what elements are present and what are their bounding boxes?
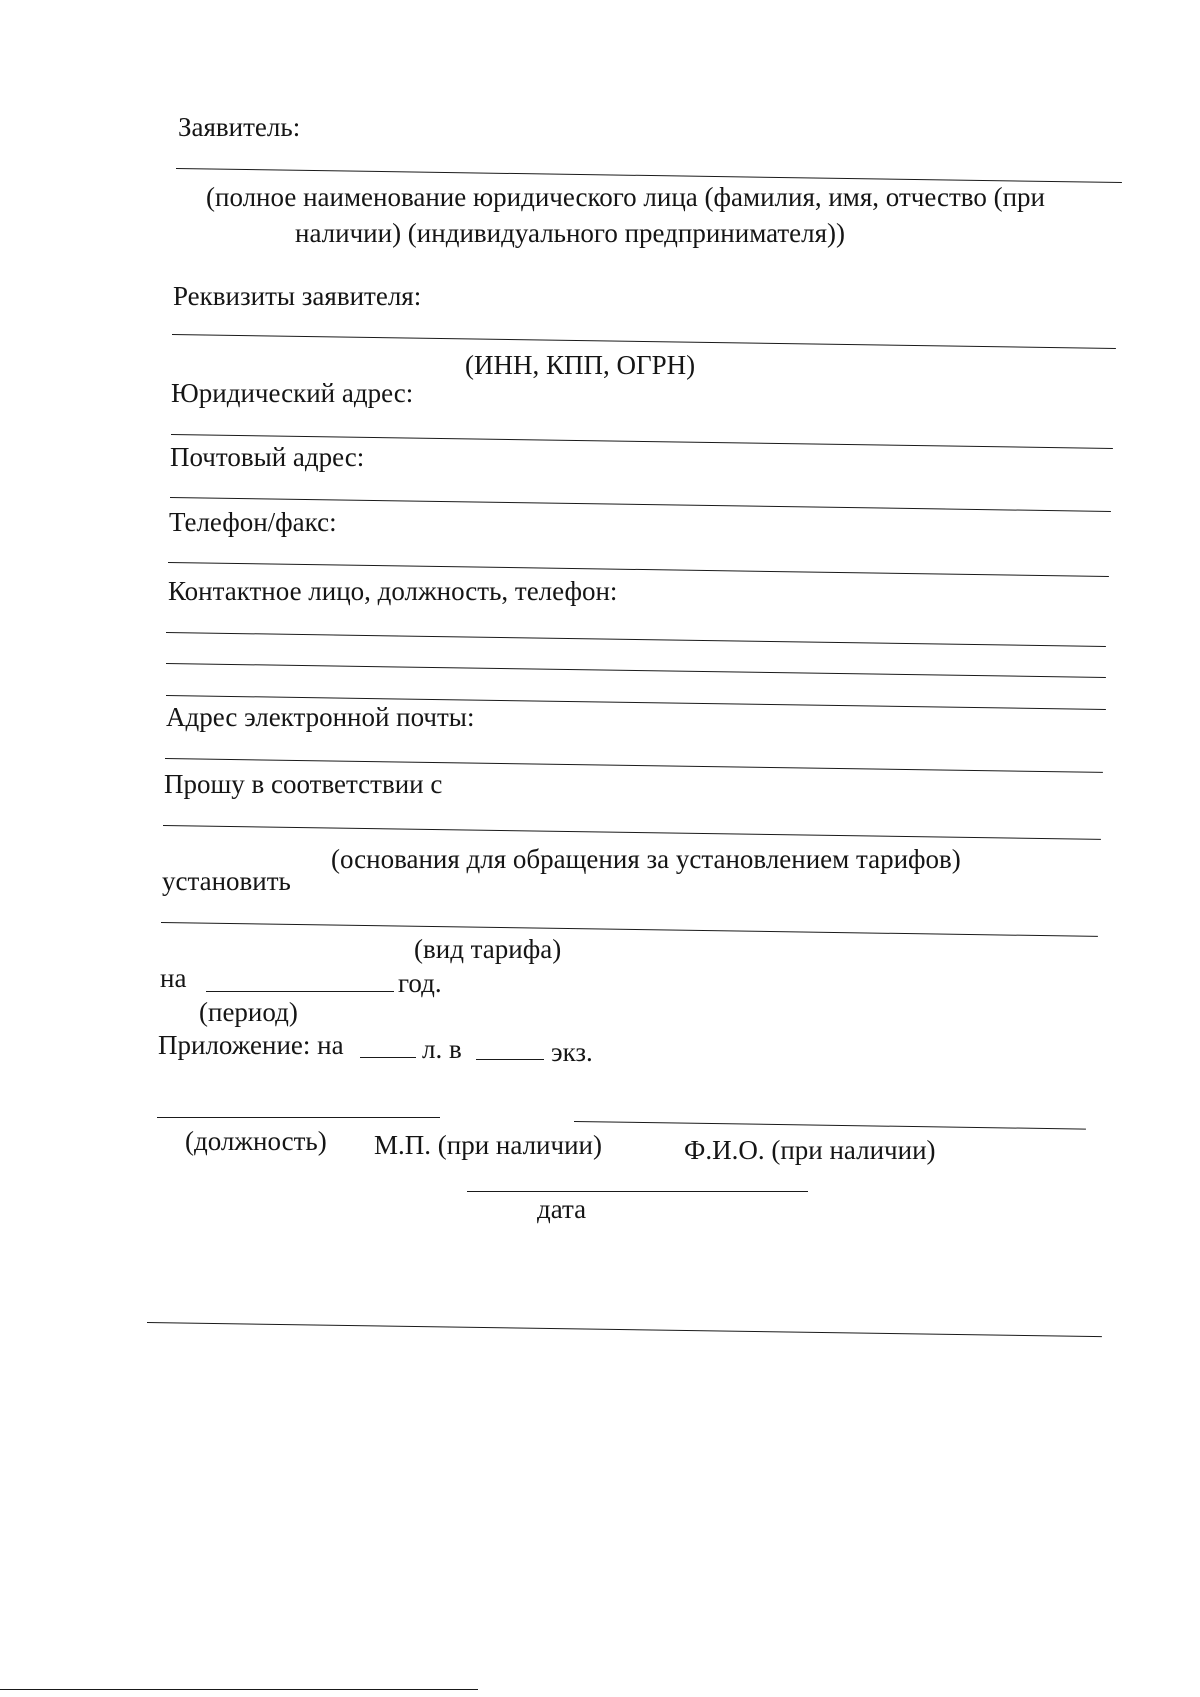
attachment-copies: экз. (551, 1037, 593, 1067)
stamp-caption: М.П. (при наличии) (374, 1130, 602, 1160)
tariff-caption: (вид тарифа) (414, 934, 562, 964)
attachment-prefix: Приложение: на (158, 1030, 344, 1060)
period-caption: (период) (199, 997, 298, 1027)
attachment-sheets: л. в (422, 1034, 462, 1064)
postal-address-label: Почтовый адрес: (170, 442, 365, 472)
phone-fax-line (168, 562, 1109, 577)
attachment-copies-blank (476, 1059, 544, 1060)
fio-caption: Ф.И.О. (при наличии) (684, 1135, 936, 1165)
position-signature-line (157, 1117, 440, 1118)
fio-signature-line (574, 1121, 1086, 1130)
requisites-caption: (ИНН, КПП, ОГРН) (465, 350, 696, 380)
position-caption: (должность) (185, 1126, 327, 1156)
applicant-caption-line1: (полное наименование юридического лица (фамилия, имя, отчество (при (206, 182, 1045, 212)
legal-address-label: Юридический адрес: (171, 378, 414, 408)
bottom-separator-line (147, 1322, 1102, 1337)
contact-person-label: Контактное лицо, должность, телефон: (168, 576, 618, 606)
contact-person-line-1 (166, 632, 1106, 647)
tariff-type-line (161, 922, 1098, 937)
request-label: Прошу в соответствии с (164, 769, 443, 799)
date-line (467, 1191, 808, 1192)
establish-label: установить (162, 866, 291, 896)
phone-fax-label: Телефон/факс: (169, 507, 337, 537)
applicant-caption-line2: наличии) (индивидуального предпринимателя)) (295, 218, 846, 248)
request-basis-line (163, 825, 1101, 840)
applicant-name-line (176, 168, 1122, 183)
applicant-label: Заявитель: (178, 112, 301, 142)
contact-person-line-2 (166, 663, 1106, 678)
date-caption: дата (537, 1194, 587, 1224)
scan-edge-line (0, 1689, 478, 1690)
period-prefix: на (160, 963, 187, 993)
request-caption: (основания для обращения за установлением тарифов) (331, 844, 961, 874)
email-label: Адрес электронной почты: (166, 702, 475, 732)
requisites-line (172, 334, 1116, 349)
period-blank (206, 991, 394, 992)
period-suffix: год. (398, 968, 442, 998)
requisites-label: Реквизиты заявителя: (173, 281, 422, 311)
attachment-sheets-blank (360, 1057, 416, 1058)
